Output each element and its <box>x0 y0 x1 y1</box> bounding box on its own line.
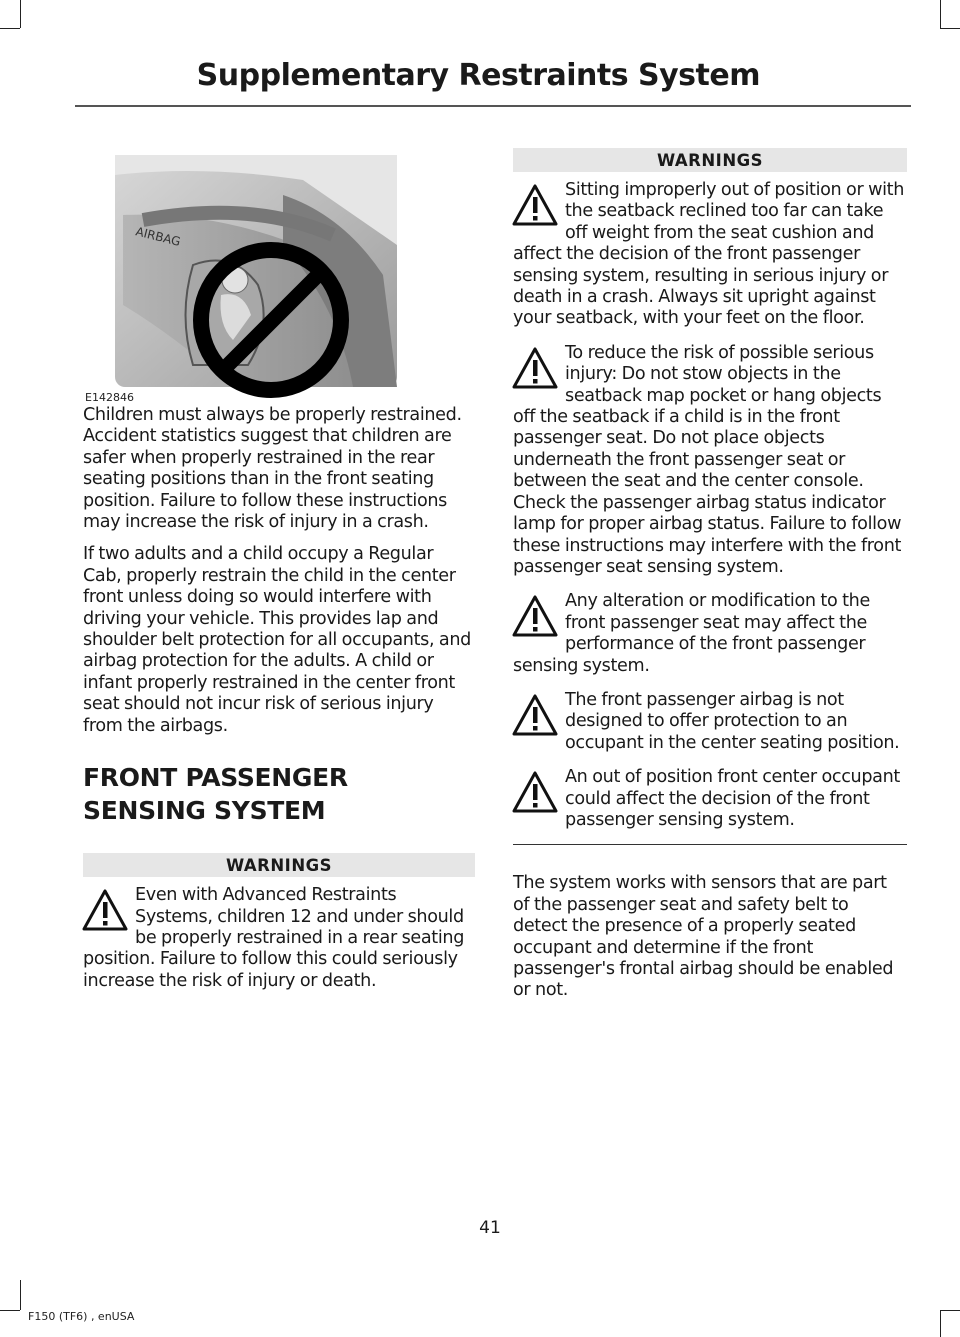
crop-mark <box>940 1310 960 1311</box>
warning-item <box>513 767 907 831</box>
warning-item <box>83 885 475 992</box>
warning-text: Even with Advanced Restraints Systems, children 12 and under should be properly restrained in a rear seating position. Failure to follow this could seriously increase the risk of injury or death. <box>83 885 465 991</box>
left-column <box>83 155 475 1005</box>
footer-doc-id: F150 (TF6) , enUSA <box>28 1310 135 1323</box>
crop-mark <box>940 0 941 28</box>
warning-triangle-icon <box>511 593 561 641</box>
warnings-end-divider <box>513 844 907 845</box>
figure-code: E142846 <box>85 391 134 404</box>
warning-triangle-icon <box>511 769 561 817</box>
page-number: 41 <box>479 1218 501 1238</box>
airbag-label: AIRBAG <box>134 224 182 249</box>
header-divider <box>75 105 911 107</box>
child-seat-prohibited-illustration <box>83 155 403 405</box>
warning-triangle-icon <box>511 345 561 393</box>
body-paragraph: Children must always be properly restrained. Accident statistics suggest that children are safer when properly restrained in the rear seating positions than in the front seating position. Failure to follow these instructions may increase the risk of injury in a crash. <box>83 405 462 533</box>
warning-text: The front passenger airbag is not designed to offer protection to an occupant in the center seating position. <box>565 689 900 753</box>
warning-text: To reduce the risk of possible serious injury: Do not stow objects in the seatback map pocket or hang objects off the seatback if a child is in the front passenger seat. Do not place objects underneath the front passenger seat or between the seat and the center console. Check the passenger airbag status indicator lamp for proper airbag status. Failure to follow these instructions may interfere with the front passenger seat sensing system. <box>513 342 902 577</box>
warning-text: An out of position front center occupant could affect the decision of the front passenger sensing system. <box>565 767 900 830</box>
warning-item <box>513 343 907 578</box>
warning-item <box>513 591 907 677</box>
crop-mark <box>940 1310 941 1337</box>
crop-mark <box>20 0 21 28</box>
right-column <box>513 148 907 1013</box>
airbag-child-seat-figure <box>83 155 403 405</box>
warning-text: Sitting improperly out of position or with the seatback reclined too far can take off weight from the seat cushion and affect the decision of the front passenger sensing system, resulting in serious injury or death in a crash. Always sit upright against your seatback, with your feet on the floor. <box>513 180 905 329</box>
warnings-heading: WARNINGS <box>513 148 907 172</box>
body-paragraph: If two adults and a child occupy a Regular Cab, properly restrain the child in the center front unless doing so would interfere with driving your vehicle. This provides lap and shoulder belt protection for all occupants, and airbag protection for the adults. A child or infant properly restrained in the center front seat should not incur risk of serious injury from the airbags. <box>83 544 471 736</box>
crop-mark <box>940 28 960 29</box>
crop-mark <box>0 1310 20 1311</box>
page-header-title: Supplementary Restraints System <box>196 58 760 93</box>
warning-triangle-icon <box>511 692 561 740</box>
warning-item <box>513 180 907 330</box>
warning-item <box>513 690 907 754</box>
warning-triangle-icon <box>511 182 561 230</box>
warning-triangle-icon <box>81 887 131 935</box>
warning-text: Any alteration or modification to the front passenger seat may affect the performance of the front passenger sensing system. <box>513 591 870 676</box>
body-paragraph: The system works with sensors that are part of the passenger seat and safety belt to detect the presence of a properly seated occupant and determine if the front passenger's frontal airbag should be enabled or not. <box>513 873 894 1001</box>
section-heading: FRONT PASSENGER SENSING SYSTEM <box>83 763 348 826</box>
crop-mark <box>20 1280 21 1310</box>
warnings-heading: WARNINGS <box>83 853 475 877</box>
crop-mark <box>0 28 20 29</box>
